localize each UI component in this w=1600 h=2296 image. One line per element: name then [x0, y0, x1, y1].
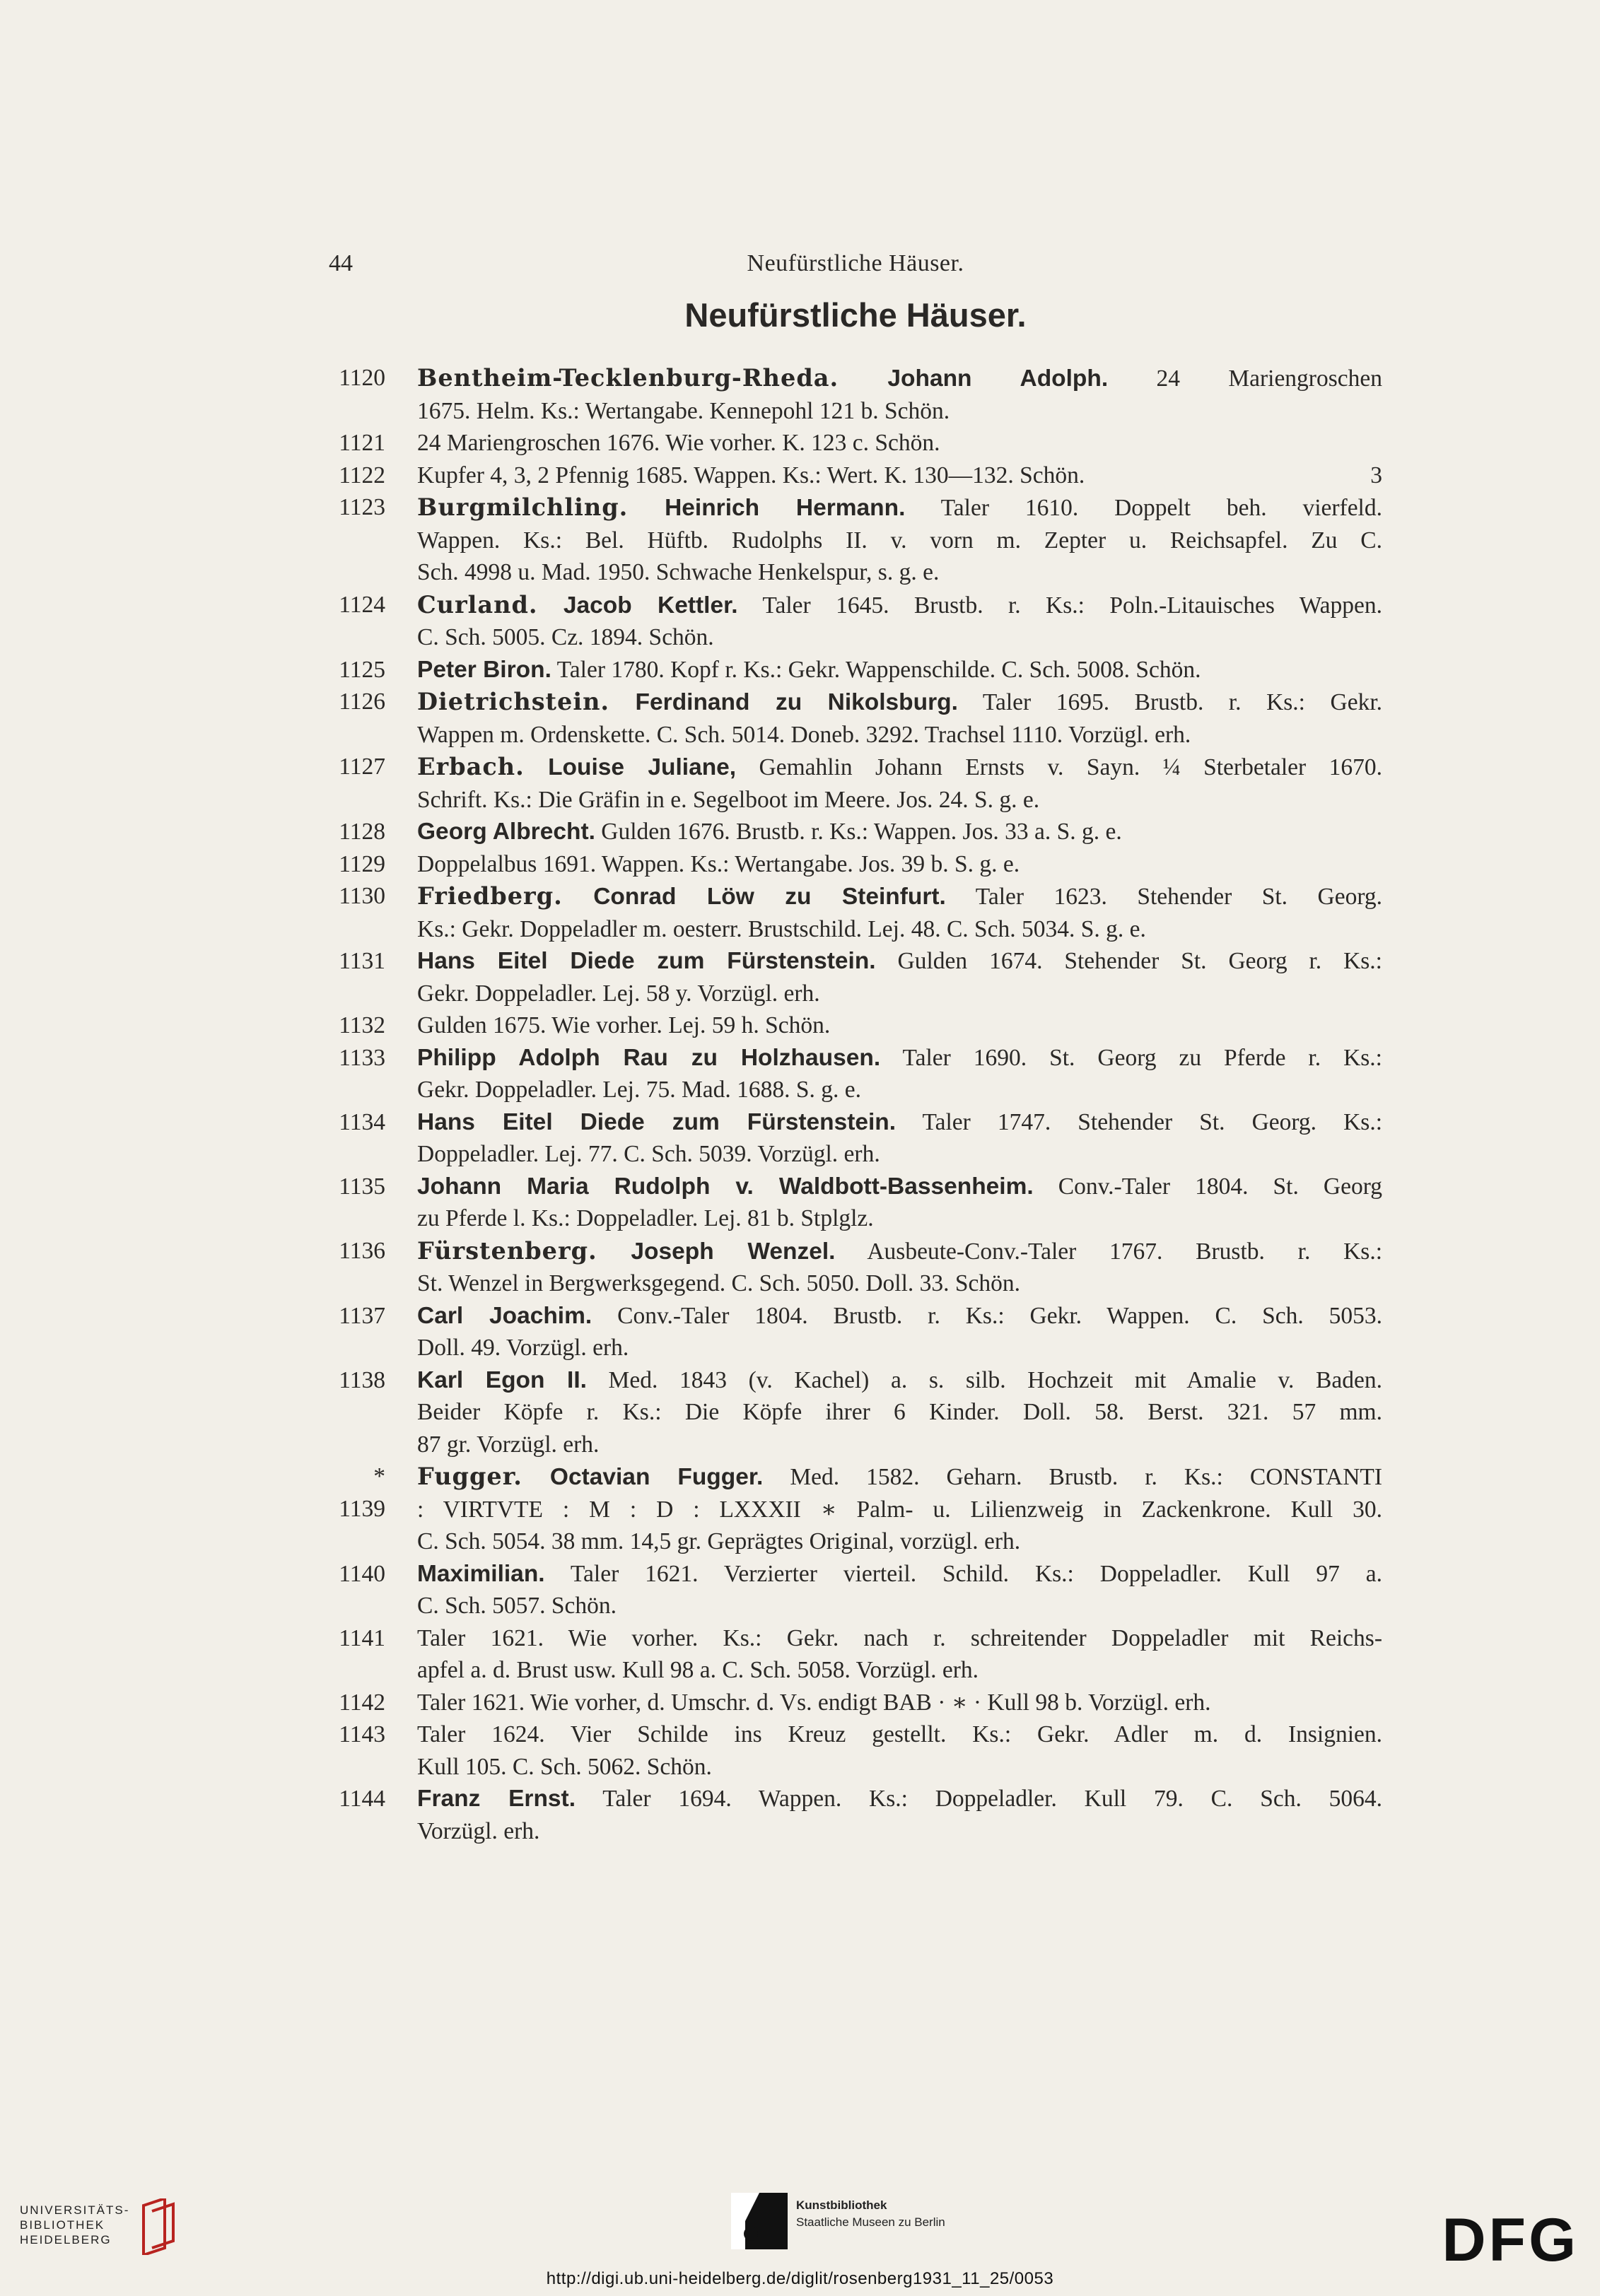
entry-line: [417, 1783, 1382, 1815]
entry-line: [417, 1074, 1382, 1106]
catalog-entry: [329, 362, 1382, 427]
entry-number: 1136: [339, 1237, 385, 1264]
entry-text: Wappen. Ks.: Bel. Hüftb. Rudolphs II. v. vorn m. Zepter u. Reichsapfel. Zu C.: [417, 527, 1382, 554]
entry-line: [417, 1654, 1382, 1687]
kunstbibliothek-logo[interactable]: [731, 2193, 1014, 2256]
entry-line: [417, 1687, 1382, 1719]
entry-text: Ausbeute-Conv.-Taler 1767. Brustb. r. Ks.:: [835, 1238, 1382, 1265]
entry-line: [417, 816, 1382, 848]
ruler-name: Conrad Löw zu Steinfurt.: [562, 884, 946, 910]
catalog-entry: [329, 589, 1382, 654]
entry-number: 1124: [339, 591, 385, 618]
entry-line: [417, 1460, 1382, 1494]
page-number: 44: [329, 250, 353, 276]
entry-number: 1144: [339, 1786, 385, 1812]
ub-heidelberg-logo-icon: [136, 2198, 186, 2255]
entry-line: [417, 719, 1382, 751]
entry-line: [417, 913, 1382, 946]
entry-text: Taler 1623. Stehender St. Georg.: [945, 884, 1382, 910]
entry-line: [417, 1300, 1382, 1332]
ruler-name: Ferdinand zu Nikolsburg.: [609, 689, 958, 715]
page-footer: [0, 2177, 1600, 2296]
entry-line: [417, 1590, 1382, 1622]
entry-text: 24 Mariengroschen 1676. Wie vorher. K. 123 c. Schön.: [417, 430, 940, 456]
entry-text: Taler 1645. Brustb. r. Ks.: Poln.-Litauisches Wappen.: [737, 592, 1382, 619]
catalog-entry: [329, 816, 1382, 848]
entry-number: 1133: [339, 1044, 385, 1071]
entry-number: 1130: [339, 883, 385, 909]
entry-line: [417, 1235, 1382, 1268]
entry-number: 1120: [339, 365, 385, 391]
entry-text: C. Sch. 5057. Schön.: [417, 1593, 617, 1619]
house-name: Fugger.: [417, 1463, 522, 1490]
catalog-entry: [329, 491, 1382, 589]
entry-line: [417, 1138, 1382, 1171]
kunstbibliothek-text: [796, 2197, 945, 2231]
entry-line: [417, 459, 1382, 492]
ruler-name: Joseph Wenzel.: [597, 1238, 836, 1265]
entry-line: [417, 751, 1382, 784]
entry-line: [417, 1751, 1382, 1784]
entry-text: : VIRTVTE : M : D : LXXXII ∗ Palm- u. Lilienzweig in Zackenkrone. Kull 30.: [417, 1496, 1382, 1523]
entry-number: 1129: [339, 850, 385, 877]
catalog-entry: [329, 1783, 1382, 1847]
ruler-name: Octavian Fugger.: [522, 1464, 764, 1490]
page-header: [329, 250, 1382, 281]
ruler-name: Karl Egon II.: [417, 1366, 587, 1393]
entry-line: [417, 1364, 1382, 1397]
kunstbibliothek-subtitle: Staatliche Museen zu Berlin: [796, 2215, 945, 2229]
entry-text: Beider Köpfe r. Ks.: Die Köpfe ihrer 6 Kinder. Doll. 58. Berst. 321. 57 mm.: [417, 1399, 1382, 1425]
entry-line: [417, 1622, 1382, 1655]
entry-text: St. Wenzel in Bergwerksgegend. C. Sch. 5050. Doll. 33. Schön.: [417, 1270, 1021, 1296]
entry-line: [417, 1202, 1382, 1235]
entry-text: Gulden 1674. Stehender St. Georg r. Ks.:: [875, 948, 1382, 974]
catalog-entry: [329, 1718, 1382, 1783]
entry-number: 1142: [339, 1689, 385, 1716]
entry-line: [417, 427, 1382, 459]
entry-text: Taler 1621. Wie vorher, d. Umschr. d. Vs. endigt BAB · ∗ · Kull 98 b. Vorzügl. erh.: [417, 1689, 1211, 1716]
entry-text: Med. 1582. Geharn. Brustb. r. Ks.: CONSTANTI: [763, 1464, 1383, 1490]
ruler-name: Hans Eitel Diede zum Fürstenstein.: [417, 948, 876, 974]
catalog-entry: [329, 1009, 1382, 1042]
catalog-entry: [329, 880, 1382, 945]
entry-number: 1132: [339, 1012, 385, 1038]
entry-text: Wappen m. Ordenskette. C. Sch. 5014. Doneb. 3292. Trachsel 1110. Vorzügl. erh.: [417, 721, 1191, 748]
entry-line: [417, 1429, 1382, 1461]
catalog-entry: [329, 1364, 1382, 1461]
entry-text: Taler 1747. Stehender St. Georg. Ks.:: [896, 1108, 1382, 1135]
entry-text: Ks.: Gekr. Doppeladler m. oesterr. Brustschild. Lej. 48. C. Sch. 5034. S. g. e.: [417, 915, 1146, 942]
running-head: Neufürstliche Häuser.: [747, 250, 964, 276]
entry-number: 1122: [339, 462, 385, 488]
entry-text: zu Pferde l. Ks.: Doppeladler. Lej. 81 b. Stplglz.: [417, 1205, 874, 1231]
entry-line: [417, 1106, 1382, 1139]
entry-number: 1131: [339, 948, 385, 974]
house-name: Fürstenberg.: [417, 1236, 597, 1265]
ruler-name: Johann Adolph.: [839, 365, 1109, 392]
ruler-name: Johann Maria Rudolph v. Waldbott-Bassenheim.: [417, 1173, 1034, 1200]
entry-number: 1123: [339, 494, 385, 520]
entry-text: apfel a. d. Brust usw. Kull 98 a. C. Sch. 5058. Vorzügl. erh.: [417, 1657, 979, 1683]
catalog-entry: [329, 1460, 1382, 1558]
entry-text: Sch. 4998 u. Mad. 1950. Schwache Henkelspur, s. g. e.: [417, 559, 940, 585]
entry-text: Kupfer 4, 3, 2 Pfennig 1685. Wappen. Ks.: Wert. K. 130—132. Schön.: [417, 462, 1085, 488]
entry-text: C. Sch. 5005. Cz. 1894. Schön.: [417, 624, 714, 650]
ruler-name: Georg Albrecht.: [417, 819, 595, 845]
entry-line: [417, 1267, 1382, 1300]
entry-line: [417, 848, 1382, 881]
entry-line: [417, 491, 1382, 525]
entry-text: Taler 1621. Wie vorher. Ks.: Gekr. nach r. schreitender Doppeladler mit Reichs-: [417, 1624, 1382, 1651]
entry-text: Gekr. Doppeladler. Lej. 75. Mad. 1688. S. g. e.: [417, 1077, 862, 1103]
entry-line: [417, 556, 1382, 589]
entry-line: [417, 880, 1382, 913]
item-count: 3: [1370, 462, 1382, 488]
catalog-entry: [329, 945, 1382, 1009]
entry-text: Doll. 49. Vorzügl. erh.: [417, 1335, 629, 1361]
kunstbibliothek-logo-icon: [731, 2193, 788, 2249]
entry-text: Schrift. Ks.: Die Gräfin in e. Segelboot im Meere. Jos. 24. S. g. e.: [417, 786, 1040, 813]
entry-number: 1128: [339, 819, 385, 845]
entry-text: Taler 1694. Wappen. Ks.: Doppeladler. Kull 79. C. Sch. 5064.: [576, 1786, 1383, 1812]
house-name: Erbach.: [417, 753, 525, 780]
catalog-entry: [329, 1558, 1382, 1622]
catalog-entry: [329, 459, 1382, 492]
house-name: Curland.: [417, 590, 538, 619]
entry-line: [417, 1558, 1382, 1591]
ruler-name: Heinrich Hermann.: [628, 495, 906, 521]
ruler-name: Jacob Kettler.: [537, 592, 738, 619]
entry-text: Conv.-Taler 1804. Brustb. r. Ks.: Gekr. Wappen. C. Sch. 5053.: [592, 1302, 1382, 1329]
catalog-entry: [329, 427, 1382, 459]
entry-line: [417, 395, 1382, 428]
catalog-entry: [329, 1687, 1382, 1719]
entry-line: [417, 621, 1382, 654]
entry-number: 1137: [339, 1302, 385, 1329]
entry-number: 1141: [339, 1624, 385, 1651]
catalog-entry: [329, 1300, 1382, 1364]
catalog-entry: [329, 751, 1382, 816]
entry-text: Vorzügl. erh.: [417, 1817, 540, 1844]
entry-list: [329, 362, 1382, 1847]
entry-text: Gulden 1676. Brustb. r. Ks.: Wappen. Jos. 33 a. S. g. e.: [595, 819, 1122, 845]
entry-line: [417, 1525, 1382, 1558]
entry-number: 1138: [339, 1366, 385, 1393]
entry-line: [417, 1815, 1382, 1848]
page-url[interactable]: http://digi.ub.uni-heidelberg.de/diglit/rosenberg1931_11_25/0053: [546, 2269, 1054, 2288]
entry-number: 1135: [339, 1173, 385, 1200]
entry-line: [417, 1171, 1382, 1203]
entry-text: Gekr. Doppeladler. Lej. 58 y. Vorzügl. erh.: [417, 980, 820, 1007]
entry-line: [417, 525, 1382, 557]
catalog-entry: [329, 686, 1382, 751]
house-name: Burgmilchling.: [417, 493, 629, 521]
entry-number: * 1139: [339, 1463, 385, 1522]
entry-line: [417, 1332, 1382, 1364]
entry-text: Doppelalbus 1691. Wappen. Ks.: Wertangabe. Jos. 39 b. S. g. e.: [417, 850, 1020, 877]
entry-text: Med. 1843 (v. Kachel) a. s. silb. Hochzeit mit Amalie v. Baden.: [586, 1366, 1382, 1393]
entry-text: Kull 105. C. Sch. 5062. Schön.: [417, 1753, 712, 1780]
entry-line: [417, 1494, 1382, 1526]
entry-number: 1127: [339, 754, 385, 780]
ruler-name: Louise Juliane,: [524, 754, 737, 780]
catalog-entry: [329, 1235, 1382, 1300]
entry-text: Conv.-Taler 1804. St. Georg: [1033, 1173, 1382, 1200]
entry-number: 1134: [339, 1108, 385, 1135]
entry-line: [417, 589, 1382, 622]
catalog-entry: [329, 1106, 1382, 1171]
entry-line: [417, 362, 1382, 395]
dfg-logo[interactable]: DFG: [1442, 2206, 1579, 2274]
entry-number: 1121: [339, 430, 385, 456]
kunstbibliothek-name: Kunstbibliothek: [796, 2198, 887, 2212]
ruler-name: Hans Eitel Diede zum Fürstenstein.: [417, 1108, 897, 1135]
entry-text: Doppeladler. Lej. 77. C. Sch. 5039. Vorzügl. erh.: [417, 1141, 880, 1167]
entry-line: [417, 1718, 1382, 1751]
entry-text: Taler 1780. Kopf r. Ks.: Gekr. Wappenschilde. C. Sch. 5008. Schön.: [551, 656, 1201, 683]
entry-number: 1140: [339, 1560, 385, 1587]
entry-line: [417, 1042, 1382, 1074]
catalog-entry: [329, 1042, 1382, 1106]
ruler-name: Franz Ernst.: [417, 1786, 576, 1812]
entry-text: 1675. Helm. Ks.: Wertangabe. Kennepohl 121 b. Schön.: [417, 397, 950, 424]
entry-text: Gulden 1675. Wie vorher. Lej. 59 h. Schön.: [417, 1012, 831, 1038]
section-title: Neufürstliche Häuser.: [684, 296, 1027, 334]
catalog-entry: [329, 654, 1382, 686]
entry-line: [417, 686, 1382, 719]
entry-text: Taler 1624. Vier Schilde ins Kreuz gestellt. Ks.: Gekr. Adler m. d. Insignien.: [417, 1721, 1382, 1747]
ruler-name: Maximilian.: [417, 1560, 545, 1587]
entry-text: Taler 1695. Brustb. r. Ks.: Gekr.: [957, 689, 1383, 715]
ub-logo-text: UNIVERSITÄTS- BIBLIOTHEK HEIDELBERG: [20, 2203, 130, 2247]
ruler-name: Philipp Adolph Rau zu Holzhausen.: [417, 1044, 881, 1071]
catalog-entry: [329, 1622, 1382, 1687]
entry-text: Gemahlin Johann Ernsts v. Sayn. ¼ Sterbetaler 1670.: [736, 754, 1382, 780]
catalog-entry: [329, 848, 1382, 881]
catalog-entry: [329, 1171, 1382, 1235]
entry-text: 24 Mariengroschen: [1108, 365, 1382, 392]
entry-line: [417, 978, 1382, 1010]
ruler-name: Carl Joachim.: [417, 1302, 592, 1329]
entry-line: [417, 945, 1382, 978]
entry-text: Taler 1610. Doppelt beh. vierfeld.: [905, 495, 1382, 521]
entry-number: 1143: [339, 1721, 385, 1747]
ruler-name: Peter Biron.: [417, 656, 551, 683]
entry-line: [417, 1396, 1382, 1429]
entry-text: 87 gr. Vorzügl. erh.: [417, 1431, 600, 1458]
entry-line: [417, 654, 1382, 686]
house-name: Bentheim-Tecklenburg-Rheda.: [417, 364, 839, 392]
entry-text: Taler 1690. St. Georg zu Pferde r. Ks.:: [880, 1044, 1382, 1071]
house-name: Dietrichstein.: [417, 688, 610, 715]
entry-line: [417, 1009, 1382, 1042]
entry-line: [417, 784, 1382, 816]
house-name: Friedberg.: [417, 882, 563, 910]
entry-number: 1125: [339, 656, 385, 683]
entry-number: 1126: [339, 689, 385, 715]
entry-text: Taler 1621. Verzierter vierteil. Schild. Ks.: Doppeladler. Kull 97 a.: [544, 1560, 1382, 1587]
entry-text: C. Sch. 5054. 38 mm. 14,5 gr. Geprägtes Original, vorzügl. erh.: [417, 1528, 1021, 1554]
ub-heidelberg-logo[interactable]: [20, 2198, 189, 2255]
